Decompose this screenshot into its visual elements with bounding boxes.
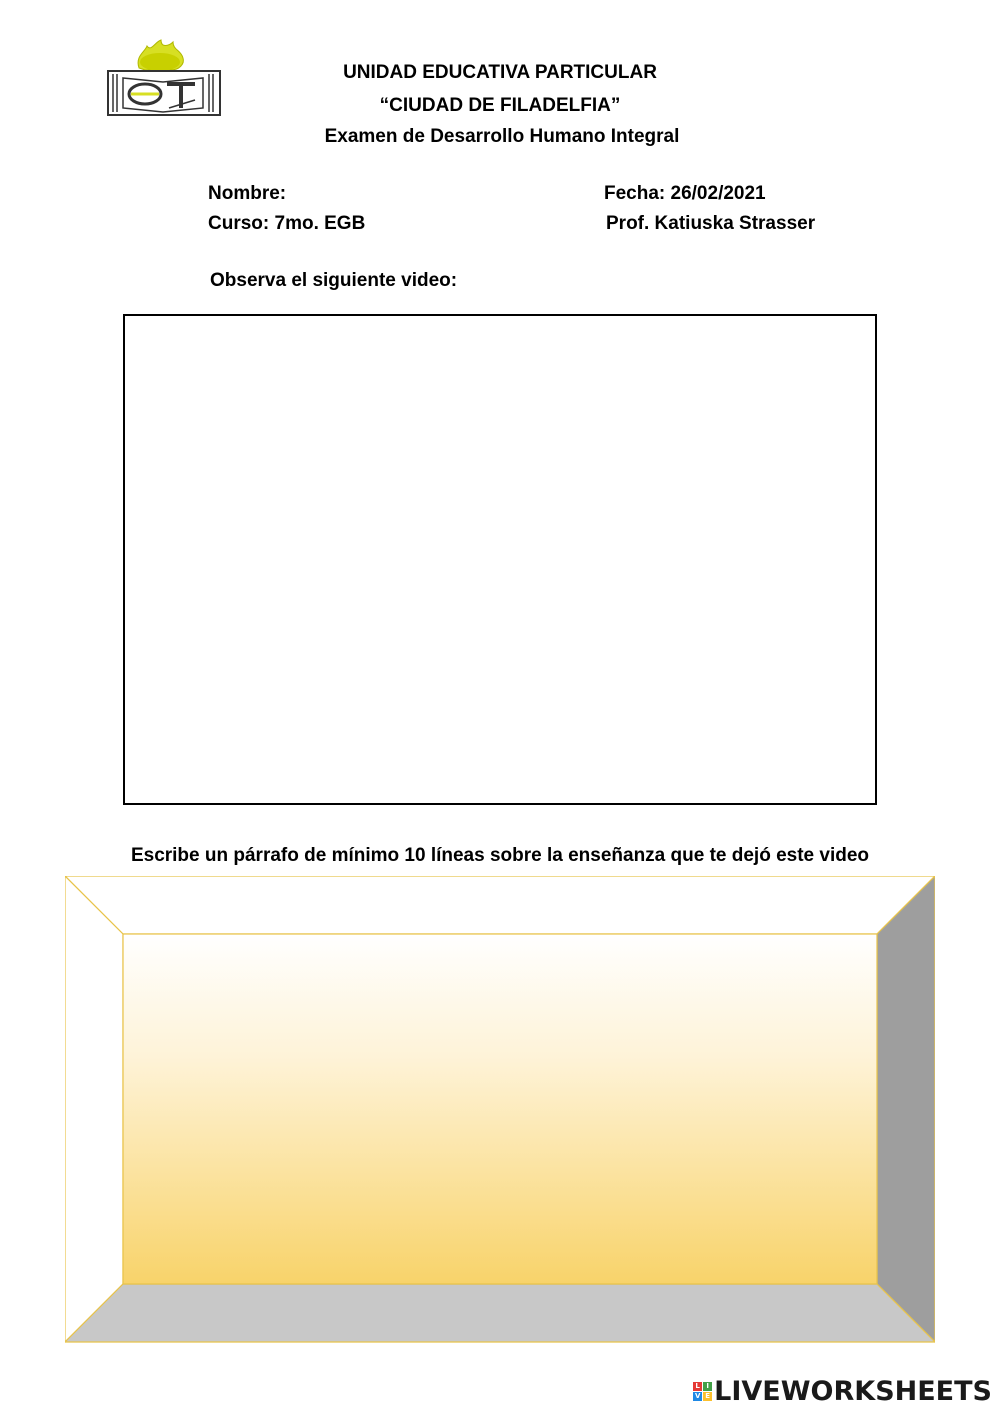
curso-label: Curso: 7mo. EGB bbox=[208, 213, 366, 234]
fecha-label: Fecha: 26/02/2021 bbox=[604, 183, 766, 204]
brand-badge-cell: L bbox=[693, 1382, 702, 1391]
liveworksheets-brand bbox=[693, 1376, 992, 1407]
school-type-heading: UNIDAD EDUCATIVA PARTICULAR bbox=[343, 62, 657, 83]
brand-badge-cell: E bbox=[703, 1392, 712, 1401]
answer-input[interactable] bbox=[123, 933, 875, 1283]
brand-badge-icon bbox=[693, 1382, 712, 1401]
video-instruction: Observa el siguiente video: bbox=[210, 270, 458, 291]
answer-box bbox=[65, 876, 935, 1344]
school-name-heading: “CIUDAD DE FILADELFIA” bbox=[379, 95, 621, 116]
profesor-label: Prof. Katiuska Strasser bbox=[606, 213, 816, 234]
brand-badge-cell: I bbox=[703, 1382, 712, 1391]
exam-title: Examen de Desarrollo Humano Integral bbox=[324, 126, 680, 147]
paragraph-instruction: Escribe un párrafo de mínimo 10 líneas sobre la enseñanza que te dejó este video bbox=[130, 845, 870, 866]
nombre-label: Nombre: bbox=[208, 183, 287, 204]
brand-badge-cell: V bbox=[694, 1392, 701, 1400]
video-placeholder[interactable] bbox=[123, 314, 877, 805]
brand-text: LIVEWORKSHEETS bbox=[714, 1376, 992, 1407]
